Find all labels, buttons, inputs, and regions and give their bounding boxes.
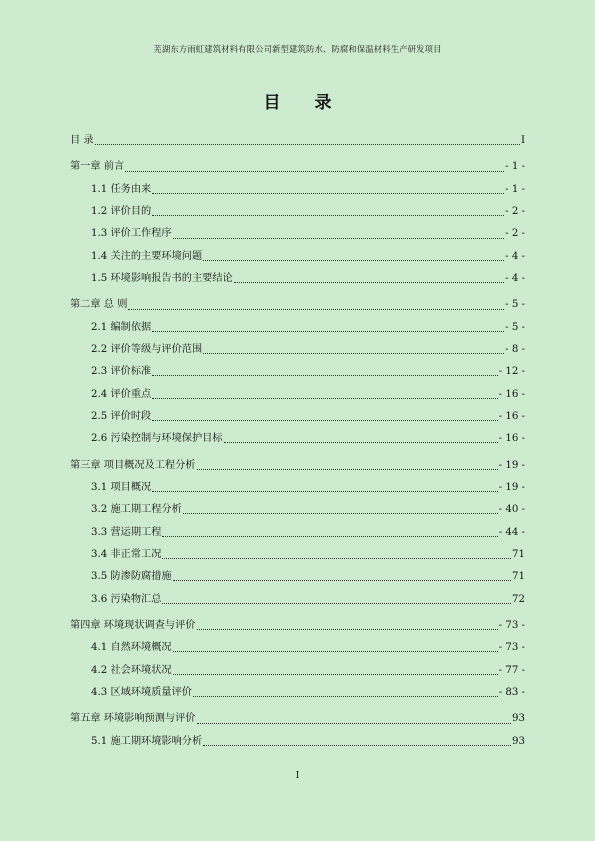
toc-entry-page: - 2 -	[505, 228, 525, 240]
toc-entry-label: 2.6 污染控制与环境保护目标	[91, 433, 223, 445]
toc-entry-page: - 16 -	[498, 433, 525, 445]
toc-entry-label: 5.1 施工期环境影响分析	[91, 735, 203, 747]
dot-leader	[203, 744, 511, 746]
toc-section-entry[interactable]	[70, 544, 525, 566]
toc-entry-label: 第四章 环境现状调查与评价	[70, 619, 196, 631]
dot-leader	[152, 192, 504, 194]
toc-entry-page: - 2 -	[505, 206, 525, 218]
dot-leader	[173, 579, 511, 581]
toc-section-entry[interactable]	[70, 660, 525, 682]
toc-entry-page: - 16 -	[498, 410, 525, 422]
toc-entry-label: 1.4 关注的主要环境问题	[91, 250, 203, 262]
toc-entry-page: - 77 -	[498, 664, 525, 676]
dot-leader	[197, 628, 498, 630]
dot-leader	[152, 397, 497, 399]
dot-leader	[152, 374, 497, 376]
toc-section-entry[interactable]	[70, 406, 525, 428]
toc-entry-page: 72	[512, 593, 525, 605]
toc-entry-label: 3.6 污染物汇总	[91, 593, 162, 605]
page-title: 目 录	[263, 93, 346, 113]
toc-chapter-entry[interactable]	[70, 708, 525, 730]
toc-section-entry[interactable]	[70, 268, 525, 290]
toc-entry-label: 目 录	[70, 135, 94, 146]
toc-section-entry[interactable]	[70, 246, 525, 268]
toc-entry-label: 4.1 自然环境概况	[91, 642, 172, 654]
toc-entry-label: 2.1 编制依据	[91, 321, 152, 333]
toc-entry-page: 71	[512, 548, 525, 560]
toc-entry-label: 2.3 评价标准	[91, 366, 152, 378]
toc-entry-label: 1.2 评价目的	[91, 206, 152, 218]
toc-entry-label: 4.3 区域环境质量评价	[91, 686, 192, 698]
toc-entry-label: 4.2 社会环境状况	[91, 664, 172, 676]
dot-leader	[197, 468, 498, 470]
toc-entry-label: 2.4 评价重点	[91, 388, 152, 400]
toc-entry-label: 第一章 前言	[70, 161, 125, 173]
toc-entry-page: - 8 -	[505, 344, 525, 356]
table-of-contents	[70, 130, 525, 753]
toc-entry-label: 第五章 环境影响预测与评价	[70, 713, 196, 725]
toc-section-entry[interactable]	[70, 317, 525, 339]
toc-section-entry[interactable]	[70, 361, 525, 383]
dot-leader	[125, 170, 504, 172]
running-header: 芜湖东方雨虹建筑材料有限公司新型建筑防水、防腐和保温材料生产研发项目	[153, 44, 442, 54]
dot-leader	[173, 673, 498, 675]
dot-leader	[173, 237, 505, 239]
toc-chapter-entry[interactable]	[70, 615, 525, 637]
dot-leader	[183, 512, 498, 514]
dot-leader	[95, 143, 520, 145]
toc-entry-label: 第三章 项目概况及工程分析	[70, 459, 196, 471]
toc-entry-page: - 44 -	[498, 526, 525, 538]
toc-entry-page: - 1 -	[505, 183, 525, 195]
toc-entry-page: - 19 -	[498, 482, 525, 494]
dot-leader	[173, 650, 498, 652]
toc-entry-page: - 12 -	[498, 366, 525, 378]
dot-leader	[234, 281, 504, 283]
dot-leader	[152, 490, 497, 492]
toc-section-entry[interactable]	[70, 682, 525, 704]
toc-entry-page: - 40 -	[498, 504, 525, 516]
toc-entry-label: 1.1 任务由来	[91, 183, 152, 195]
toc-chapter-entry[interactable]	[70, 294, 525, 316]
toc-entry-label: 3.2 施工期工程分析	[91, 504, 182, 516]
toc-chapter-entry[interactable]	[70, 156, 525, 178]
toc-section-entry[interactable]	[70, 566, 525, 588]
toc-entry-page: 93	[512, 713, 525, 725]
toc-section-entry[interactable]	[70, 339, 525, 361]
toc-entry-page: 93	[512, 735, 525, 747]
toc-section-entry[interactable]	[70, 179, 525, 201]
toc-entry-label: 第二章 总 则	[70, 299, 128, 311]
toc-entry-page: 71	[512, 571, 525, 583]
toc-entry-page: - 83 -	[498, 686, 525, 698]
toc-entry-label: 2.2 评价等级与评价范围	[91, 344, 203, 356]
toc-section-entry[interactable]	[70, 223, 525, 245]
toc-section-entry[interactable]	[70, 637, 525, 659]
toc-entry-page: - 5 -	[505, 321, 525, 333]
dot-leader	[193, 695, 498, 697]
toc-entry-label: 1.5 环境影响报告书的主要结论	[91, 272, 233, 284]
toc-entry-label: 3.1 项目概况	[91, 482, 152, 494]
dot-leader	[224, 441, 498, 443]
toc-entry-page: - 73 -	[498, 619, 525, 631]
toc-entry-page: I	[520, 135, 525, 146]
page-number: I	[295, 771, 300, 781]
toc-entry-page: - 4 -	[505, 272, 525, 284]
dot-leader	[203, 352, 504, 354]
toc-entry-label: 3.5 防渗防腐措施	[91, 571, 172, 583]
dot-leader	[162, 602, 511, 604]
dot-leader	[152, 330, 504, 332]
toc-entry-label: 3.4 非正常工况	[91, 548, 162, 560]
dot-leader	[152, 214, 504, 216]
toc-entry-page: - 16 -	[498, 388, 525, 400]
toc-section-entry[interactable]	[70, 384, 525, 406]
toc-entry-label: 2.5 评价时段	[91, 410, 152, 422]
toc-entry-page: - 73 -	[498, 642, 525, 654]
toc-section-entry[interactable]	[70, 522, 525, 544]
dot-leader	[203, 259, 504, 261]
toc-section-entry[interactable]	[70, 731, 525, 753]
dot-leader	[162, 557, 511, 559]
dot-leader	[152, 419, 497, 421]
dot-leader	[162, 535, 497, 537]
toc-section-entry[interactable]	[70, 201, 525, 223]
toc-section-entry[interactable]	[70, 499, 525, 521]
toc-section-entry[interactable]	[70, 589, 525, 611]
toc-entry-label: 3.3 营运期工程	[91, 526, 162, 538]
toc-entry-page: - 4 -	[505, 250, 525, 262]
dot-leader	[128, 308, 504, 310]
toc-section-entry[interactable]	[70, 477, 525, 499]
toc-entry-page: - 5 -	[505, 299, 525, 311]
toc-chapter-entry[interactable]	[70, 130, 525, 152]
toc-entry-label: 1.3 评价工作程序	[91, 228, 172, 240]
toc-section-entry[interactable]	[70, 428, 525, 450]
toc-entry-page: - 1 -	[505, 161, 525, 173]
dot-leader	[197, 722, 512, 724]
toc-chapter-entry[interactable]	[70, 455, 525, 477]
toc-entry-page: - 19 -	[498, 459, 525, 471]
